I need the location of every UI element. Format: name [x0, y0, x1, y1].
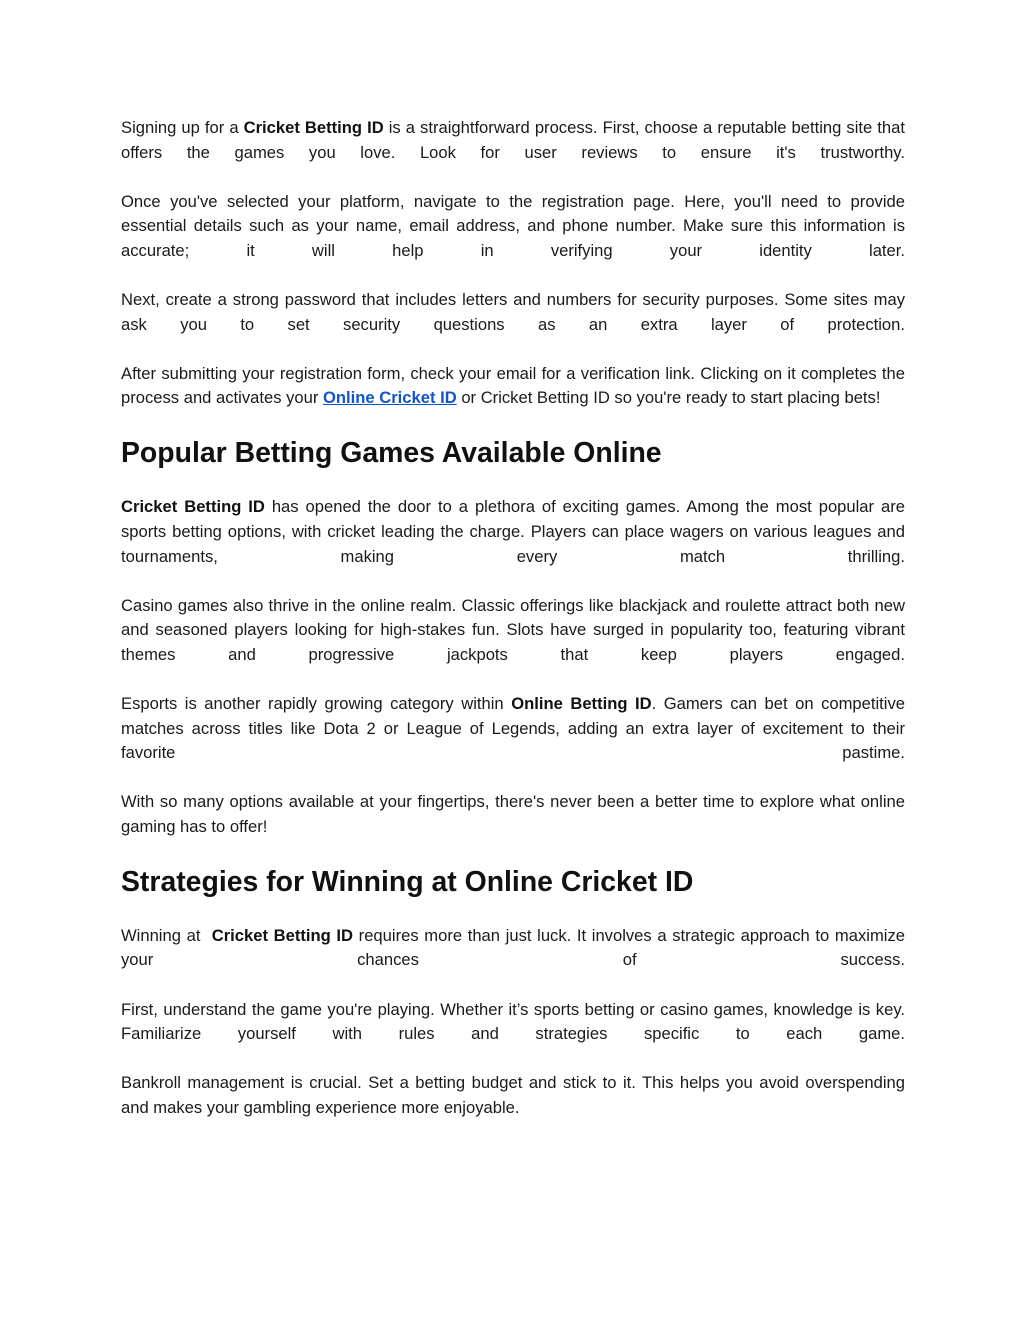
paragraph-verification — [121, 362, 905, 411]
bold-keyword: Cricket Betting ID — [121, 497, 265, 517]
paragraph-esports — [121, 692, 905, 766]
text-run: is a straightforward process. First, choose a reputable betting site that offers the games you love. Look for user reviews to ensure it's trustworthy. — [121, 118, 905, 162]
text-run: Signing up for a — [121, 118, 244, 137]
paragraph-cricket-games — [121, 495, 905, 569]
text-run: Winning at — [121, 925, 212, 945]
paragraph-registration: Once you've selected your platform, navigate to the registration page. Here, you'll need to provide essential details such as your name, email address, and phone number. Make sure this information is accurate; it will help in verifying your identity later. — [121, 191, 905, 260]
paragraph-understand-game: First, understand the game you're playing. Whether it’s sports betting or casino games, knowledge is key. Familiarize yourself with rules and strategies specific to each game. — [121, 999, 905, 1044]
paragraph-signup-intro — [121, 116, 905, 165]
text-run: or Cricket Betting ID so you're ready to start placing bets! — [456, 388, 881, 408]
text-run: . Gamers can bet on competitive matches across titles like Dota 2 or League of Legends, adding an extra layer of excitement to their favorite pastime. — [121, 693, 905, 763]
online-cricket-id-link[interactable]: Online Cricket ID — [323, 388, 457, 408]
paragraph-options: With so many options available at your fingertips, there's never been a better time to explore what online gaming has to offer! — [121, 792, 905, 836]
text-run: After submitting your registration form, check your email for a verification link. Clicking on it completes the process and activates your — [121, 363, 905, 408]
bold-keyword: Cricket Betting ID — [211, 925, 354, 945]
bold-keyword: Online Betting ID — [511, 693, 652, 713]
heading-strategies: Strategies for Winning at Online Cricket ID — [121, 865, 694, 898]
paragraph-bankroll: Bankroll management is crucial. Set a betting budget and stick to it. This helps you avoid overspending and makes your gambling experience more enjoyable. — [121, 1073, 905, 1117]
heading-popular-games: Popular Betting Games Available Online — [121, 437, 662, 470]
paragraph-winning — [121, 924, 905, 973]
text-run: requires more than just luck. It involves a strategic approach to maximize your chances of success. — [121, 925, 905, 970]
paragraph-password: Next, create a strong password that includes letters and numbers for security purposes. Some sites may ask you to set security questions as an extra layer of protection. — [121, 289, 905, 334]
text-run: Esports is another rapidly growing category within — [121, 693, 512, 713]
bold-keyword: Cricket Betting ID — [243, 118, 384, 137]
text-run: has opened the door to a plethora of exciting games. Among the most popular are sports betting options, with cricket leading the charge. Players can place wagers on various leagues and tournaments, making every match thrilling. — [121, 497, 905, 566]
document-page — [121, 116, 905, 1145]
paragraph-casino: Casino games also thrive in the online realm. Classic offerings like blackjack and roulette attract both new and seasoned players looking for high-stakes fun. Slots have surged in popularity too, featuring vibrant themes and progressive jackpots that keep players engaged. — [121, 595, 905, 664]
